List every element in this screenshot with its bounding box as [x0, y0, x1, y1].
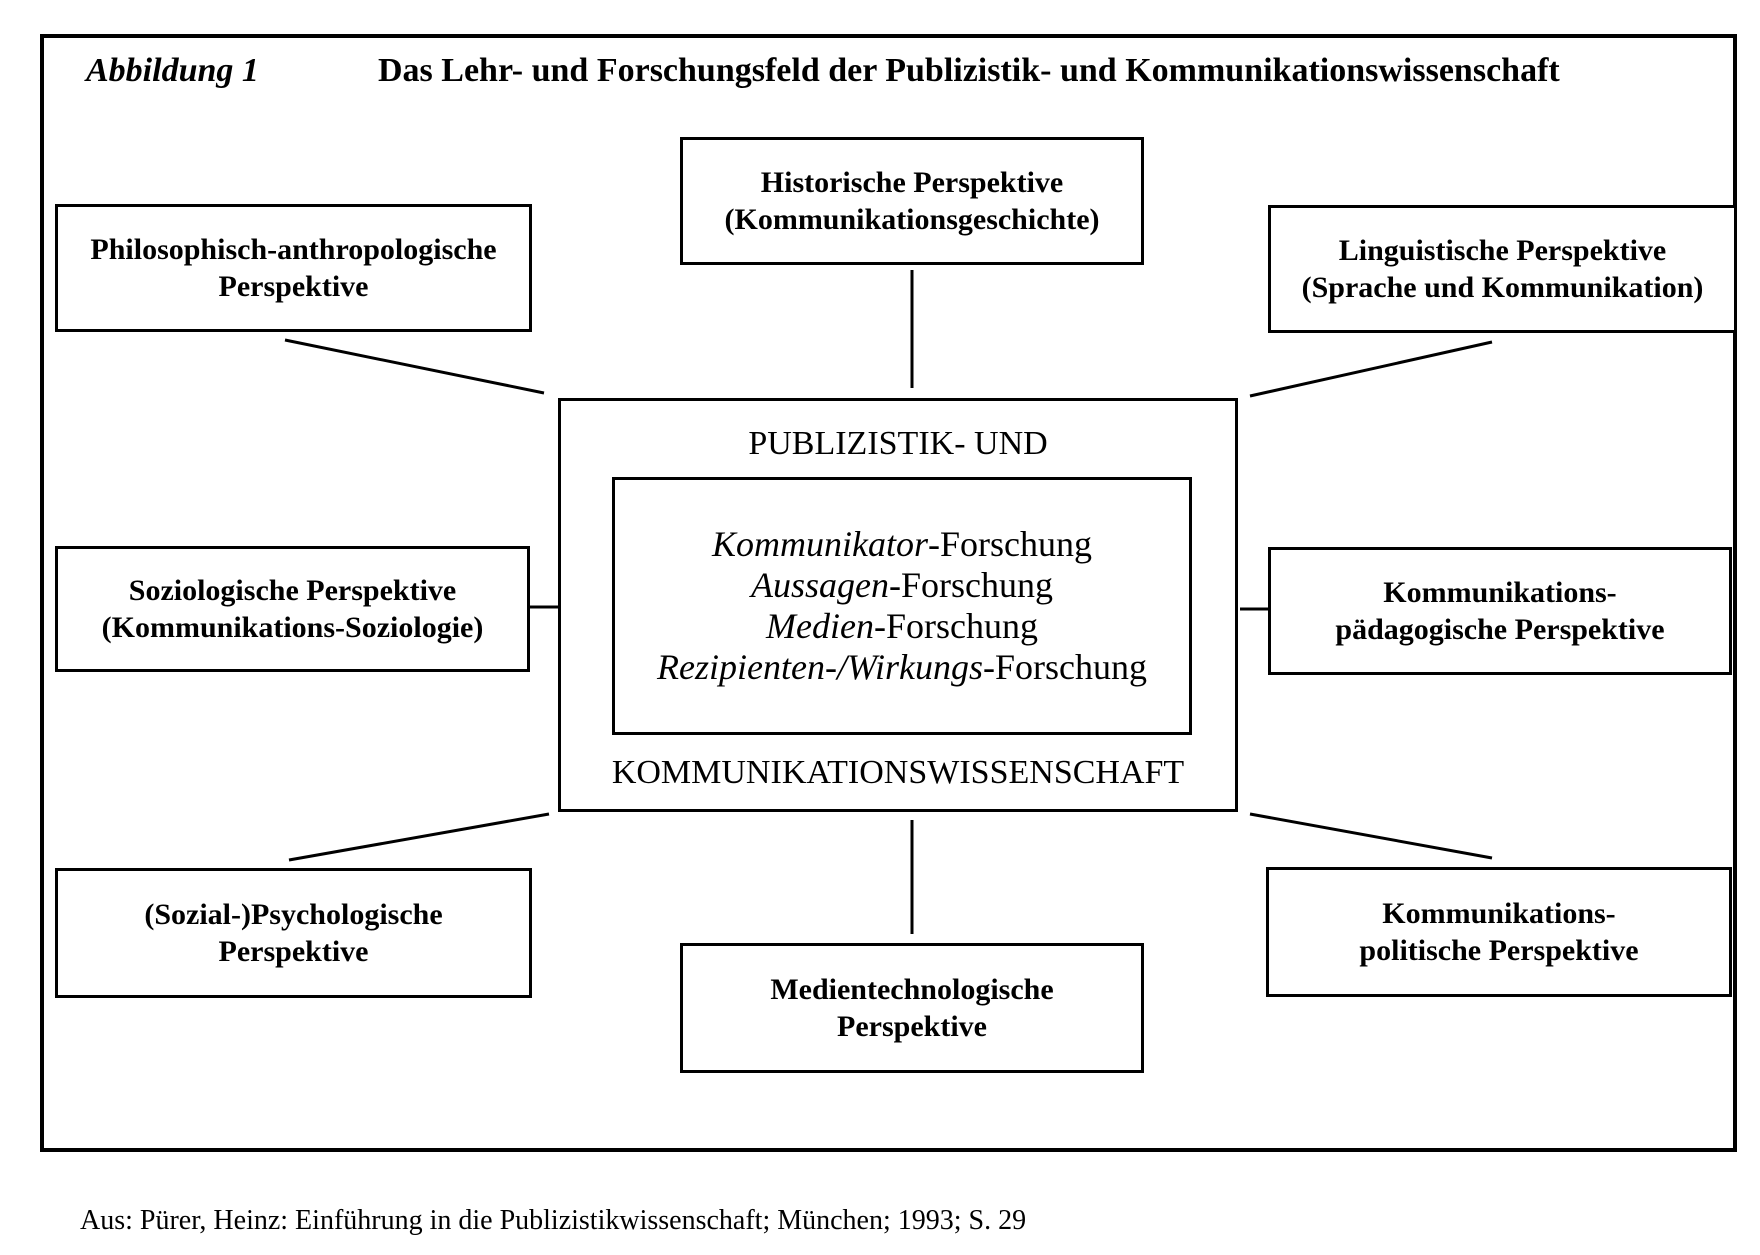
box-philosophisch-line2: Perspektive: [218, 270, 369, 303]
box-linguistische-line2: (Sprache und Kommunikation): [1301, 271, 1704, 304]
center-bottom-label: KOMMUNIKATIONSWISSENSCHAFT: [611, 754, 1185, 791]
box-medientechnologische-perspektive: [680, 943, 1144, 1073]
center-box: [558, 398, 1238, 812]
figure-title: Das Lehr- und Forschungsfeld der Publizistik- und Kommunikationswissenschaft: [378, 52, 1560, 89]
box-paedagogische-line1: Kommunikations-: [1383, 576, 1617, 609]
research-area-rezipienten-wirkungs: Rezipienten-/Wirkungs-Forschung: [657, 647, 1147, 687]
box-linguistische-line1: Linguistische Perspektive: [1338, 234, 1667, 267]
box-politische-perspektive: [1266, 867, 1732, 997]
box-soziologische-line1: Soziologische Perspektive: [128, 574, 457, 607]
box-psychologische-perspektive: [55, 868, 532, 998]
connector-linguistisch: [1250, 342, 1492, 396]
research-area-aussagen: Aussagen-Forschung: [751, 565, 1053, 605]
box-paedagogische-line2: pädagogische Perspektive: [1335, 613, 1665, 646]
box-psychologische-line1: (Sozial-)Psychologische: [144, 898, 443, 931]
box-politische-line2: politische Perspektive: [1359, 934, 1639, 967]
figure-label: Abbildung 1: [86, 52, 259, 89]
research-area-kommunikator: Kommunikator-Forschung: [712, 524, 1092, 564]
research-areas-box: [612, 477, 1192, 735]
box-soziologische-line2: (Kommunikations-Soziologie): [101, 611, 484, 644]
box-soziologische-perspektive: [55, 546, 530, 672]
box-psychologische-line2: Perspektive: [218, 935, 369, 968]
box-philosophisch-line1: Philosophisch-anthropologische: [90, 233, 497, 266]
connector-philosophisch: [285, 340, 544, 393]
box-medientechnologische-line1: Medientechnologische: [770, 973, 1054, 1006]
research-area-medien: Medien-Forschung: [766, 606, 1038, 646]
box-paedagogische-perspektive: [1268, 547, 1732, 675]
connector-politisch: [1250, 814, 1492, 858]
box-politische-line1: Kommunikations-: [1382, 897, 1616, 930]
source-citation: Aus: Pürer, Heinz: Einführung in die Publizistikwissenschaft; München; 1993; S. 29: [80, 1205, 1027, 1236]
box-historische-line2: (Kommunikationsgeschichte): [724, 203, 1100, 236]
center-top-label: PUBLIZISTIK- UND: [748, 425, 1048, 462]
box-historische-line1: Historische Perspektive: [760, 166, 1064, 199]
box-historische-perspektive: [680, 137, 1144, 265]
box-medientechnologische-line2: Perspektive: [837, 1010, 987, 1043]
box-linguistische-perspektive: [1268, 205, 1737, 333]
box-philosophisch-anthropologische-perspektive: [55, 204, 532, 332]
connector-psychologisch: [289, 814, 549, 860]
